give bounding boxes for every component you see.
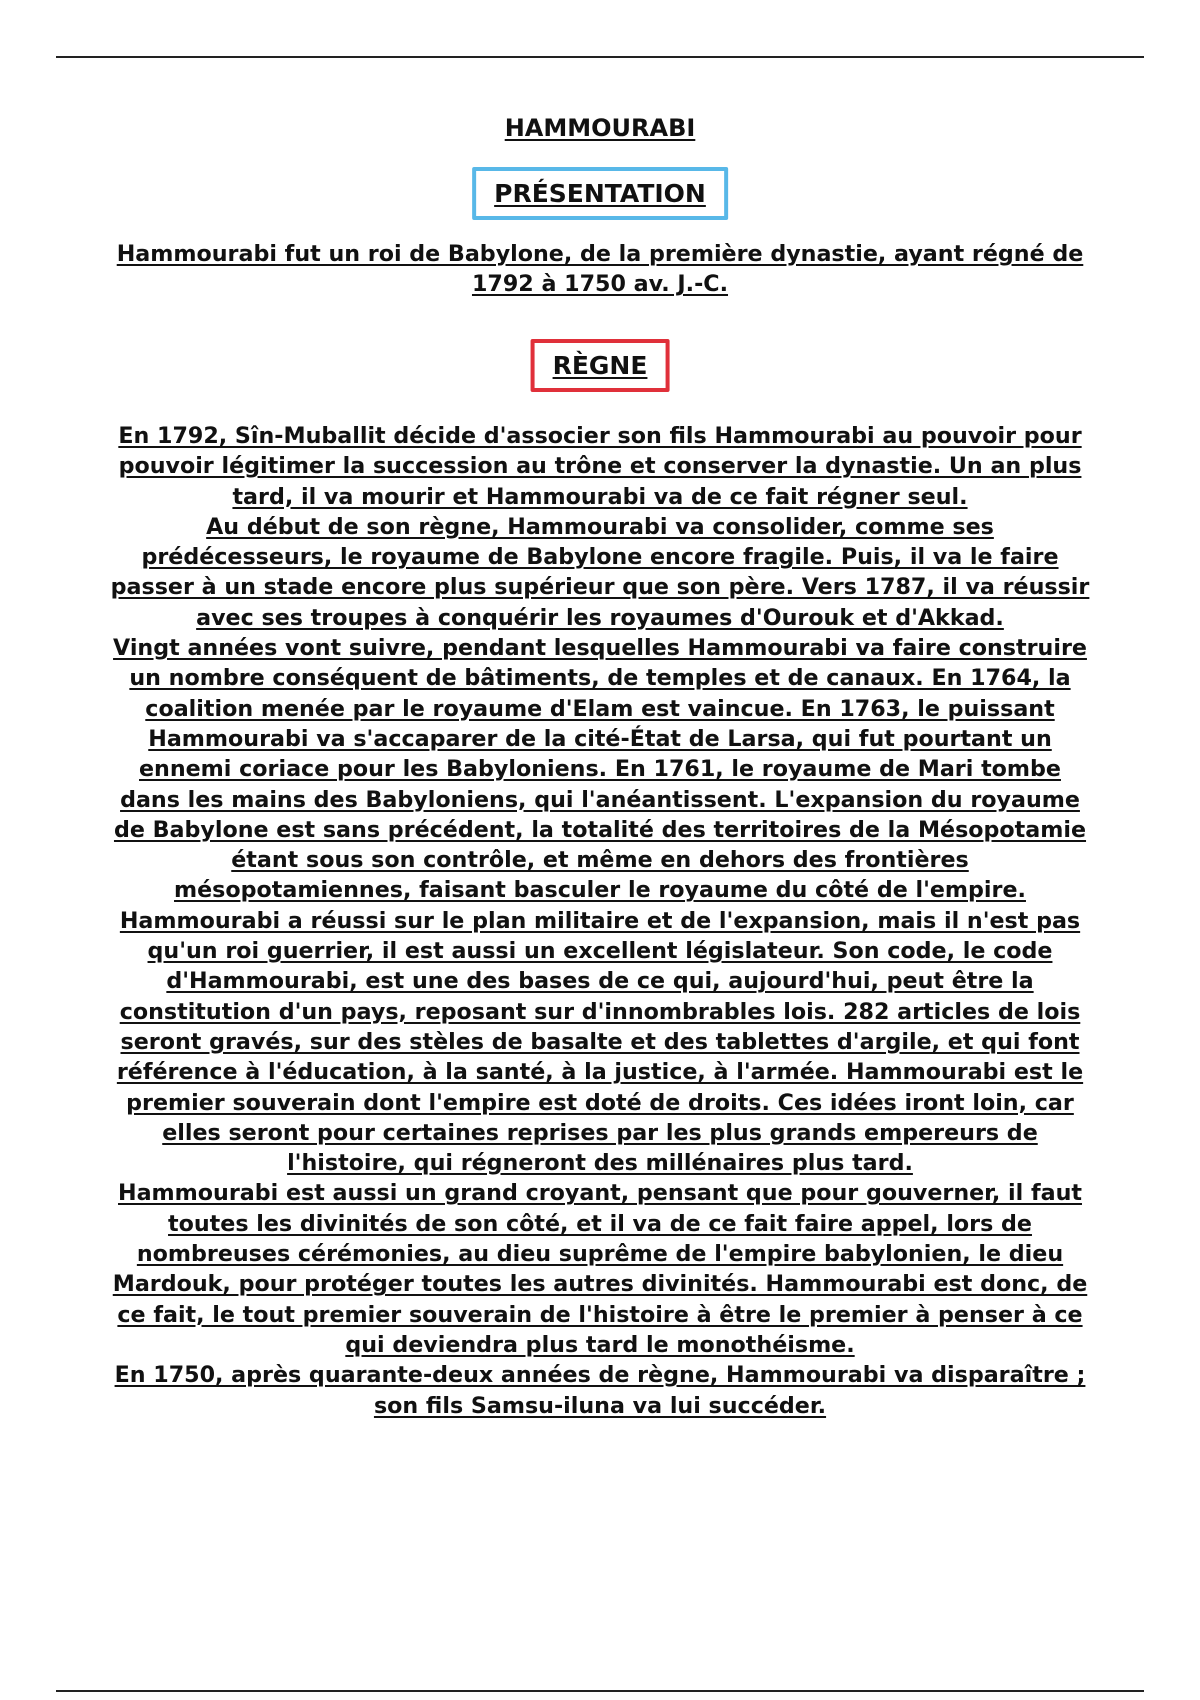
regne-body [110, 421, 1090, 1421]
regne-paragraph-2: Au début de son règne, Hammourabi va consolider, comme ses prédécesseurs, le royaume de Babylone encore fragile. Puis, il va le faire passer à un stade encore plus supérieur que son père. Vers 1787, il va réussir avec ses troupes à conquérir les royaumes d'Ourouk et d'Akkad. [110, 513, 1090, 631]
regne-paragraph-5: En 1750, après quarante-deux années de règne, Hammourabi va disparaître ; son fils Samsu-iluna va lui succéder. [114, 1362, 1086, 1419]
presentation-heading: PRÉSENTATION [472, 167, 728, 220]
regne-paragraph-4: Hammourabi est aussi un grand croyant, pensant que pour gouverner, il faut toutes les divinités de son côté, et il va de ce fait faire appel, lors de nombreuses cérémonies, au dieu suprême de l'empire babylonien, le dieu Mardouk, pour protéger toutes les autres divinités. Hammourabi est donc, de ce fait, le tout premier souverain de l'histoire à être le premier à penser à ce qui deviendra plus tard le monothéisme. [112, 1180, 1088, 1358]
regne-heading: RÈGNE [531, 339, 670, 392]
regne-paragraph-3: Vingt années vont suivre, pendant lesquelles Hammourabi va faire construire un nombre conséquent de bâtiments, de temples et de canaux. En 1764, la coalition menée par le royaume d'Elam est vaincue. En 1763, le puissant Hammourabi va s'accaparer de la cité-État de Larsa, qui fut pourtant un ennemi coriace pour les Babyloniens. En 1761, le royaume de Mari tombe dans les mains des Babyloniens, qui l'anéantissent. L'expansion du royaume de Babylone est sans précédent, la totalité des territoires de la Mésopotamie étant sous son contrôle, et même en dehors des frontières mésopotamiennes, faisant basculer le royaume du côté de l'empire. Hammourabi a réussi sur le plan militaire et de l'expansion, mais il n'est pas qu'un roi guerrier, il est aussi un excellent législateur. Son code, le code d'Hammourabi, est une des bases de ce qui, aujourd'hui, peut être la constitution d'un pays, reposant sur d'innombrables lois. 282 articles de lois seront gravés, sur des stèles de basalte et des tablettes d'argile, et qui font référence à l'éducation, à la santé, à la justice, à l'armée. Hammourabi est le premier souverain dont l'empire est doté de droits. Ces idées iront loin, car elles seront pour certaines reprises par les plus grands empereurs de l'histoire, qui régneront des millénaires plus tard. [113, 635, 1087, 1177]
bottom-rule [56, 1690, 1144, 1692]
presentation-paragraph [110, 239, 1090, 299]
regne-paragraph-1: En 1792, Sîn-Muballit décide d'associer son fils Hammourabi au pouvoir pour pouvoir légitimer la succession au trône et conserver la dynastie. Un an plus tard, il va mourir et Hammourabi va de ce fait régner seul. [118, 423, 1082, 510]
page-title: HAMMOURABI [504, 114, 696, 142]
top-rule [56, 56, 1144, 58]
presentation-text: Hammourabi fut un roi de Babylone, de la première dynastie, ayant régné de 1792 à 1750 av. J.-C. [116, 241, 1084, 297]
